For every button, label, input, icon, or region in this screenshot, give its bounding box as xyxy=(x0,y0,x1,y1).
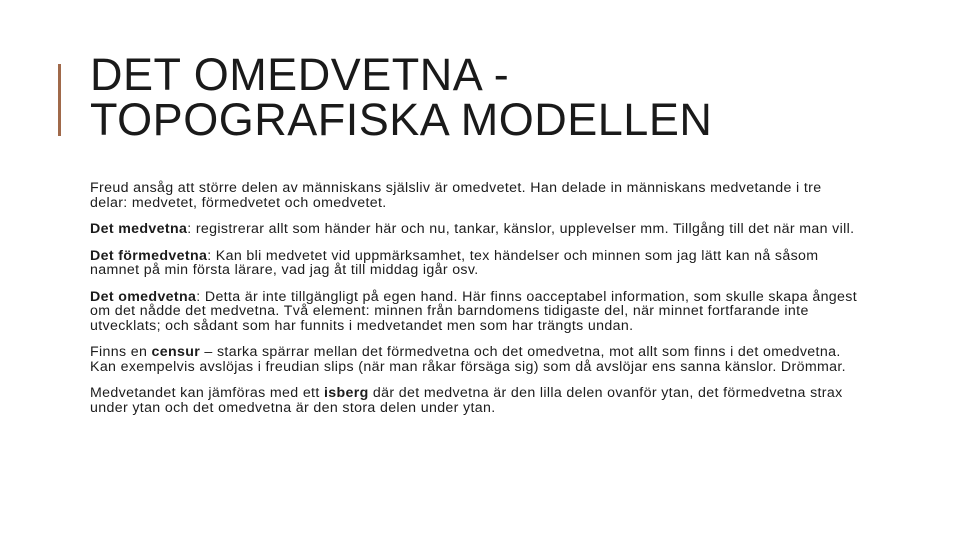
paragraph-formedvetna xyxy=(90,249,860,278)
slide-title-line-2: TOPOGRAFISKA MODELLEN xyxy=(90,94,713,145)
paragraph-omedvetna-text: : Detta är inte tillgängligt på egen hand. Här finns oacceptabel information, som skulle skapa ångest om det nådde det medvetna. Två element: minnen från barndomens tidigaste del, när minnet fortfarande inte utvecklats; och sådant som har funnits i medvetandet men som har trängts undan. xyxy=(90,288,858,334)
slide-title-line-1: DET OMEDVETNA - xyxy=(90,49,510,100)
paragraph-intro xyxy=(90,181,860,210)
slide-body xyxy=(90,181,860,427)
slide-title xyxy=(90,49,930,145)
paragraph-censur xyxy=(90,345,860,374)
term-formedvetna: Det förmedvetna xyxy=(90,247,208,264)
title-accent-bar xyxy=(58,64,61,136)
term-isberg: isberg xyxy=(323,385,369,401)
paragraph-intro-text: Freud ansåg att större delen av människans själsliv är omedvetet. Han delade in människans medvetande i tre delar: medvetet, förmedvetet och omedvetet. xyxy=(90,180,822,211)
term-omedvetna: Det omedvetna xyxy=(90,288,197,305)
paragraph-censur-text: – starka spärrar mellan det förmedvetna och det omedvetna, mot allt som finns i det omedvetna. Kan exempelvis avslöjas i freudian slips (när man råkar försäga sig) som då avslöjar ens sanna känslor. Drömmar. xyxy=(90,344,846,375)
term-censur: censur xyxy=(151,344,201,360)
paragraph-omedvetna xyxy=(90,290,860,334)
paragraph-censur-pre: Finns en xyxy=(90,344,152,360)
term-medvetna: Det medvetna xyxy=(90,221,188,237)
paragraph-formedvetna-text: : Kan bli medvetet vid uppmärksamhet, tex händelser och minnen som jag lätt kan nå såsom namnet på min första lärare, vad jag åt till middag igår osv. xyxy=(90,247,819,278)
paragraph-isberg-text: där det medvetna är den lilla delen ovanför ytan, det förmedvetna strax under ytan och det omedvetna är den stora delen under ytan. xyxy=(90,385,843,416)
paragraph-isberg xyxy=(90,386,860,415)
paragraph-medvetna-text: : registrerar allt som händer här och nu, tankar, känslor, upplevelser mm. Tillgång till det när man vill. xyxy=(187,221,855,237)
paragraph-medvetna xyxy=(90,222,860,237)
paragraph-isberg-pre: Medvetandet kan jämföras med ett xyxy=(90,385,324,401)
